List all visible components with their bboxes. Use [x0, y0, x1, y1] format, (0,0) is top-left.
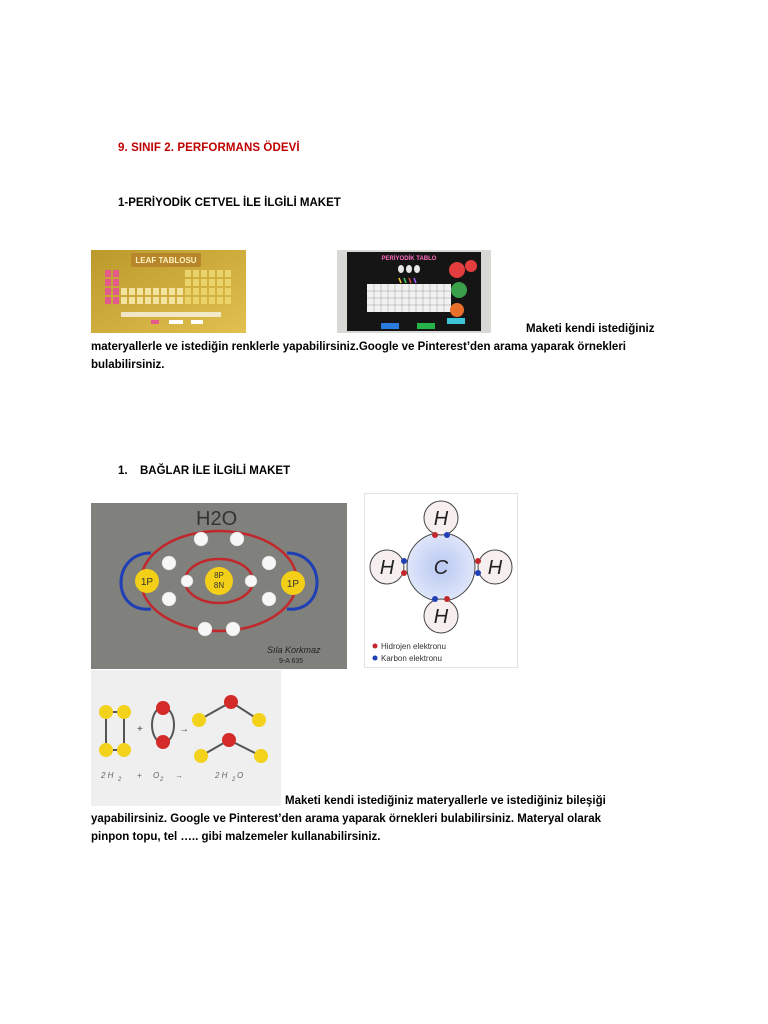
reaction-reactant2-sub: 2 — [160, 777, 164, 783]
ch4-atom-h-bottom: H — [433, 606, 449, 628]
reaction-reactant1: 2 H — [101, 771, 114, 780]
h2o-class-note: 9-A 635 — [279, 658, 304, 665]
legend-carbon: Karbon elektronu — [381, 654, 442, 663]
ch4-diagram — [364, 493, 518, 668]
ch4-atom-h-left: H — [379, 557, 395, 579]
h2o-nucleus-right: 1P — [286, 579, 300, 590]
h2o-nucleus-left: 1P — [140, 577, 154, 588]
photo1-label: LEAF TABLOSU — [135, 256, 197, 265]
ch4-atom-h-right: H — [487, 557, 503, 579]
h2o-center-top: 8P — [214, 571, 224, 580]
section1-heading: 1-PERİYODİK CETVEL İLE İLGİLİ MAKET — [118, 197, 341, 209]
reaction-arrow-eq: → — [175, 771, 183, 780]
ch4-atom-h-top: H — [433, 508, 449, 530]
periodic-table-model-photo-2 — [337, 250, 491, 333]
h2o-model-photo — [91, 503, 347, 669]
section1-text-line-3: bulabilirsiniz. — [91, 359, 165, 371]
h2o-center-bottom: 8N — [213, 581, 225, 590]
ch4-atom-c: C — [433, 557, 449, 579]
section2-heading: BAĞLAR İLE İLGİLİ MAKET — [140, 465, 291, 477]
h2o-signature: Sıla Korkmaz — [267, 645, 321, 655]
reaction-arrow-top: → — [179, 724, 189, 735]
h2o-formula: H2O — [196, 508, 238, 530]
section1-text-line-2: materyallerle ve istediğin renklerle yapabilirsiniz.Google ve Pinterest’den arama yaparak örnekleri — [91, 341, 626, 353]
section2-text-line-1: Maketi kendi istediğiniz materyallerle ve istediğiniz bileşiği — [285, 795, 606, 807]
page-title: 9. SINIF 2. PERFORMANS ÖDEVİ — [118, 142, 300, 154]
reaction-model-photo — [91, 670, 281, 806]
reaction-plus-eq: + — [137, 771, 142, 780]
reaction-plus: + — [137, 724, 143, 735]
periodic-table-model-photo-1 — [91, 250, 246, 333]
section2-text-line-3: pinpon topu, tel ….. gibi malzemeler kullanabilirsiniz. — [91, 831, 381, 843]
section2-text-line-2: yapabilirsiniz. Google ve Pinterest’den arama yaparak örnekleri bulabilirsiniz. Materyal olarak — [91, 813, 602, 825]
reaction-product: 2 H — [215, 771, 228, 780]
reaction-reactant2: O — [153, 771, 160, 780]
section2-number: 1. — [118, 465, 128, 477]
legend-hydrogen: Hidrojen elektronu — [381, 642, 446, 651]
reaction-product-tail: O — [237, 771, 244, 780]
photo2-label: PERİYODİK TABLO — [381, 256, 437, 262]
reaction-product-sub: 2 — [232, 777, 236, 783]
section1-text-line-1: Maketi kendi istediğiniz — [526, 323, 655, 335]
reaction-reactant1-sub: 2 — [118, 777, 122, 783]
